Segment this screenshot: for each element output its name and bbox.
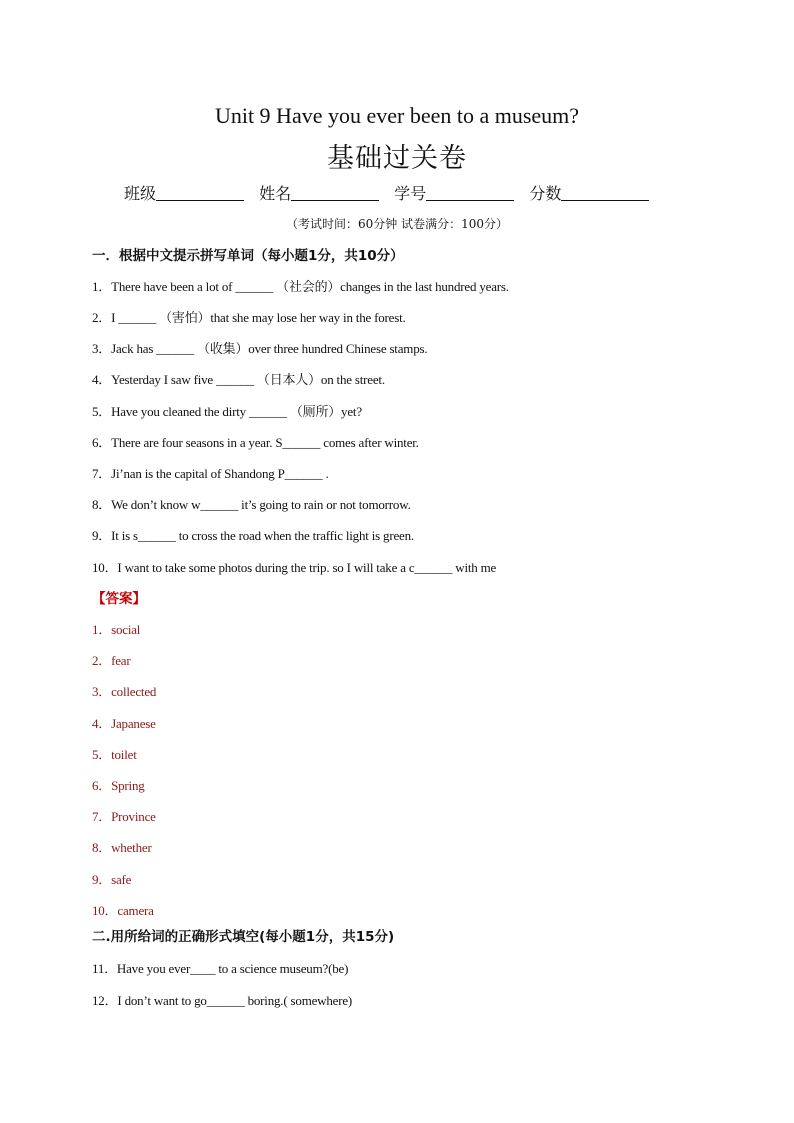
class-blank[interactable] (156, 184, 244, 201)
answer-item: 8．whether (92, 840, 152, 855)
question-item: 7．Ji’nan is the capital of Shandong P______ . (92, 466, 329, 481)
answer-item: 5．toilet (92, 747, 137, 762)
exam-info: （考试时间：60分钟 试卷满分：100分） (286, 217, 508, 231)
student-id-field[interactable] (394, 184, 514, 203)
name-field[interactable] (259, 184, 379, 203)
student-id-label: 学号 (394, 184, 427, 203)
answer-item: 6．Spring (92, 778, 145, 793)
answer-heading: 【答案】 (92, 591, 146, 607)
answer-item: 1．social (92, 622, 141, 637)
answer-item: 7．Province (92, 809, 156, 824)
student-info-row (124, 183, 684, 205)
question-item: 9．It is s______ to cross the road when the traffic light is green. (92, 528, 414, 543)
answer-item: 3．collected (92, 684, 157, 699)
section2-heading: 二.用所给词的正确形式填空(每小题1分，共15分) (92, 929, 395, 945)
section1-heading: 一．根据中文提示拼写单词（每小题1分，共10分） (92, 248, 404, 264)
answer-item: 10．camera (92, 903, 154, 918)
question-item: 8．We don’t know w______ it’s going to rain or not tomorrow. (92, 497, 411, 512)
score-blank[interactable] (561, 184, 649, 201)
student-id-blank[interactable] (426, 184, 514, 201)
name-label: 姓名 (259, 184, 292, 203)
answer-item: 9．safe (92, 872, 132, 887)
question-item: 10．I want to take some photos during the trip. so I will take a c______ with me (92, 560, 497, 575)
question-item: 2．I ______ （害怕）that she may lose her way in the forest. (92, 310, 406, 325)
question-item: 12．I don’t want to go______ boring.( somewhere) (92, 993, 353, 1008)
question-item: 4．Yesterday I saw five ______ （日本人）on the street. (92, 372, 385, 387)
score-label: 分数 (529, 184, 562, 203)
score-field[interactable] (529, 184, 649, 203)
question-item: 11．Have you ever____ to a science museum?(be) (92, 961, 349, 976)
answer-item: 2．fear (92, 653, 131, 668)
class-label: 班级 (124, 184, 157, 203)
question-item: 3．Jack has ______ （收集）over three hundred Chinese stamps. (92, 341, 428, 356)
question-item: 1．There have been a lot of ______ （社会的）changes in the last hundred years. (92, 279, 509, 294)
name-blank[interactable] (291, 184, 379, 201)
document-title: Unit 9 Have you ever been to a museum? (214, 103, 580, 128)
class-field[interactable] (124, 184, 244, 203)
question-item: 5．Have you cleaned the dirty ______ （厕所）yet? (92, 404, 362, 419)
answer-item: 4．Japanese (92, 716, 156, 731)
question-item: 6．There are four seasons in a year. S______ comes after winter. (92, 435, 419, 450)
document-subtitle: 基础过关卷 (327, 143, 467, 174)
